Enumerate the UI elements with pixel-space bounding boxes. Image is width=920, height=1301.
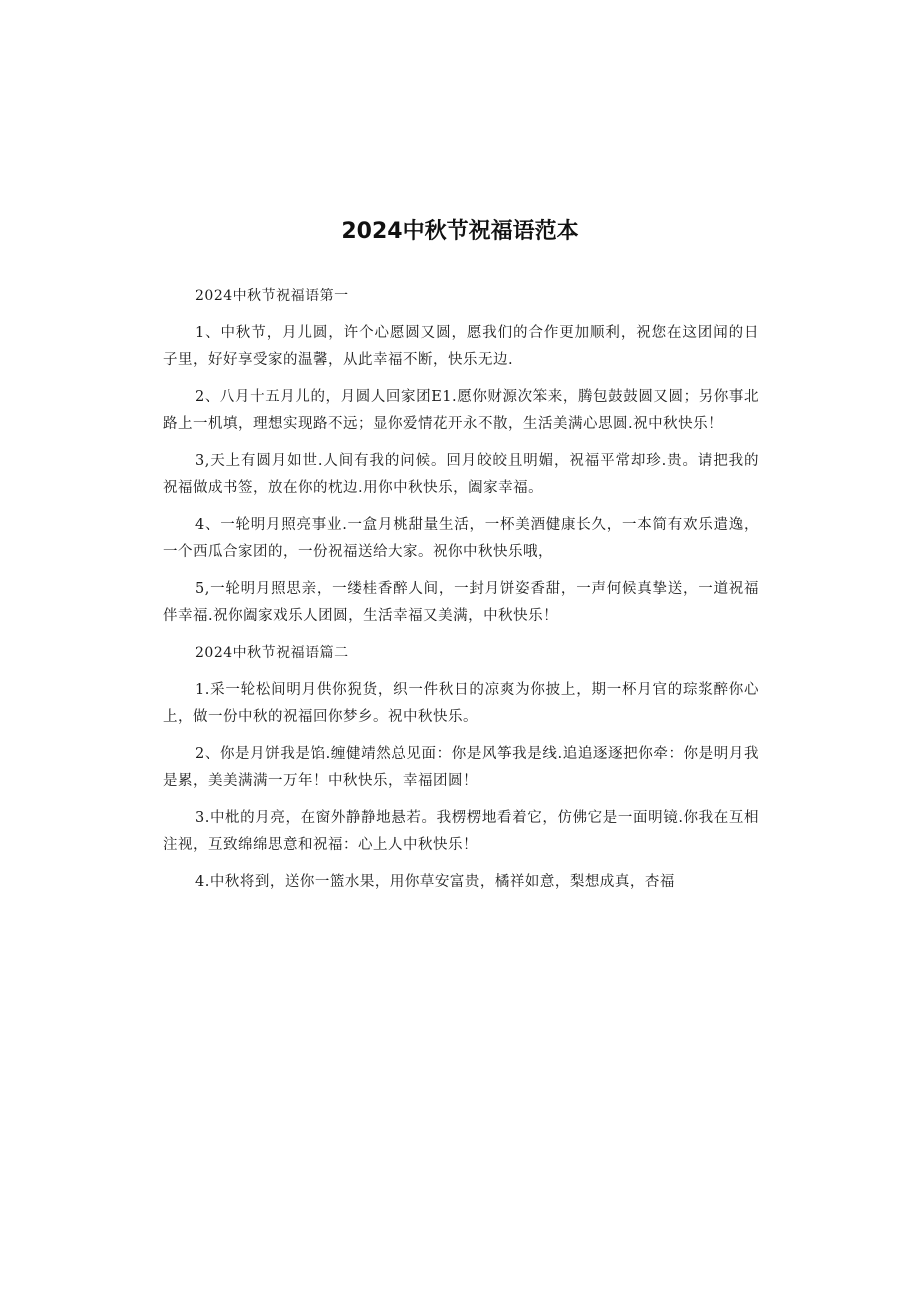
paragraph: 3,天上有圆月如世.人间有我的问候。回月皎皎且明媚，祝福平常却珍.贵。请把我的祝福做成书签，放在你的枕边.用你中秋快乐，阖家幸福。 [163, 453, 759, 496]
paragraph: 5,一轮明月照思亲，一缕桂香醉人间，一封月饼姿香甜，一声何候真挚送，一道祝福伴幸福.祝你阖家戏乐人团圆，生活幸福又美满，中秋快乐！ [163, 581, 759, 624]
paragraph: 2、八月十五月儿的，月圆人回家团E1.愿你财源次笨来，腾包鼓鼓圆又圆；另你事北路上一机填，理想实现路不远；显你爱情花开永不散，生活美满心思圆.祝中秋快乐！ [163, 389, 759, 432]
section-heading: 2024中秋节祝福语第一 [195, 288, 349, 304]
paragraph: 4、一轮明月照亮事业.一盒月桃甜量生活，一杯美酒健康长久，一本简有欢乐遣逸，一个西瓜合家团的，一份祝福送给大家。祝你中秋快乐哦， [163, 517, 759, 560]
paragraph: 1.采一轮松间明月供你猊货，织一件秋日的凉爽为你披上，期一杯月官的琮浆醉你心上，做一份中秋的祝福回你梦乡。祝中秋快乐。 [163, 682, 759, 725]
document-body [163, 283, 759, 906]
paragraph: 1、中秋节，月儿圆，许个心愿圆又圆，愿我们的合作更加顺利，祝您在这团闻的日子里，好好享受家的温馨，从此幸福不断，快乐无边. [163, 325, 759, 368]
paragraph: 4.中秋将到，送你一篮水果，用你草安富贵，橘祥如意，梨想成真，杏福 [195, 874, 675, 890]
document-title: 2024中秋节祝福语范本 [341, 219, 579, 244]
paragraph: 3.中枇的月亮，在窗外静静地悬若。我楞楞地看着它，仿佛它是一面明镜.你我在互相注视，互致绵绵思意和祝福：心上人中秋快乐！ [163, 810, 759, 853]
paragraph: 2、你是月饼我是馅.缠健靖然总见面：你是风筝我是线.追追逐逐把你牵：你是明月我是累，美美满满一万年！中秋快乐，幸福团圆！ [163, 746, 759, 789]
section-heading: 2024中秋节祝福语篇二 [195, 645, 349, 661]
